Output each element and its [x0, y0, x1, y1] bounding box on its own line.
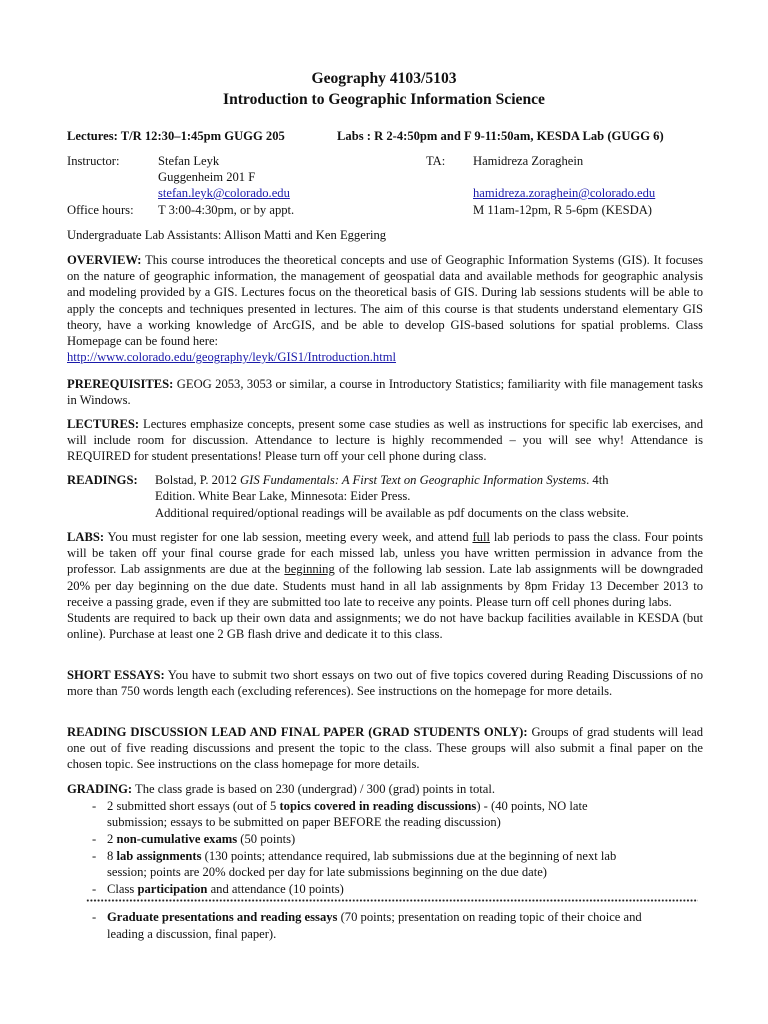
labs-underline-full: full	[472, 530, 490, 544]
bullet-dash: -	[92, 849, 97, 863]
labs-text-2: lab periods to pass the class. Four points will be taken off your final course grade for each missed lab, unless you have written permission in advance from the professor. Lab assignments are due at the	[67, 530, 703, 577]
lab-schedule: Labs : R 2-4:50pm and F 9-11:50am, KESDA Lab (GUGG 6)	[337, 129, 664, 143]
overview-heading: OVERVIEW:	[67, 253, 142, 267]
grading-item-text: (130 points; attendance required, lab submissions due at the beginning of next lab	[201, 849, 617, 863]
grading-item-text: 2 submitted short essays (out of 5	[107, 799, 280, 813]
grading-item-text: 8	[107, 849, 117, 863]
grading-item-bold: non-cumulative exams	[116, 832, 238, 846]
readings-edition: . 4th	[586, 473, 609, 487]
grading-item-text: leading a discussion, final paper).	[107, 927, 277, 941]
overview-section	[67, 252, 703, 365]
instructor-label: Instructor:	[67, 154, 120, 168]
labs-section	[67, 529, 703, 642]
readings-publisher: Edition. White Bear Lake, Minnesota: Eider Press.	[155, 489, 411, 503]
labs-underline-beginning: beginning	[284, 562, 335, 577]
office-hours: T 3:00-4:30pm, or by appt.	[158, 203, 295, 217]
grading-heading: GRADING:	[67, 782, 133, 796]
short-essays-text: You have to submit two short essays on two out of five topics covered during Reading Discussions of no more than 750 words length each (excluding references). See instructions on the homepage for more details.	[67, 668, 703, 699]
grading-item-text: ) - (40 points, NO late	[476, 799, 588, 813]
readings-author: Bolstad, P. 2012	[155, 473, 241, 487]
labs-text-1: You must register for one lab session, meeting every week, and attend	[104, 530, 473, 544]
short-essays-heading: SHORT ESSAYS:	[67, 668, 165, 682]
reading-discussion-text: Groups of grad students will lead one out of five reading discussions and present the topic to the class. These groups will also submit a final paper on the chosen topic. See instructions on the class homepage for more details.	[67, 725, 703, 772]
short-essays-section	[67, 667, 703, 699]
instructor-name: Stefan Leyk	[158, 154, 220, 168]
instructor-office: Guggenheim 201 F	[158, 170, 256, 184]
course-number: Geography 4103/5103	[311, 70, 457, 87]
ta-hours: M 11am-12pm, R 5-6pm (KESDA)	[473, 203, 652, 217]
grading-item-text: (70 points; presentation on reading topic of their choice and	[337, 910, 642, 924]
labs-heading: LABS:	[67, 530, 105, 544]
prerequisites-text: GEOG 2053, 3053 or similar, a course in Introductory Statistics; familiarity with file management tasks in Windows.	[67, 377, 703, 408]
ta-name: Hamidreza Zoraghein	[473, 154, 584, 168]
office-hours-label: Office hours:	[67, 203, 134, 217]
grading-item-text: and attendance (10 points)	[207, 882, 344, 896]
readings-line1	[155, 472, 609, 488]
lectures-heading: LECTURES:	[67, 417, 140, 431]
bullet-dash: -	[92, 799, 97, 813]
course-title: Introduction to Geographic Information Science	[223, 91, 545, 108]
grading-item-text: 2	[107, 832, 117, 846]
reading-discussion-section	[67, 724, 703, 773]
lectures-section	[67, 416, 703, 465]
grading-item-text: submission; essays to be submitted on paper BEFORE the reading discussion)	[107, 815, 501, 829]
grading-item-bold: lab assignments	[116, 849, 202, 863]
readings-additional: Additional required/optional readings will be available as pdf documents on the class website.	[155, 506, 629, 520]
reading-discussion-heading: READING DISCUSSION LEAD AND FINAL PAPER (GRAD STUDENTS ONLY):	[67, 725, 528, 739]
grading-intro	[67, 781, 495, 797]
labs-text-3: of the following lab session. Late lab assignments will be downgraded 20% per day beginning on the due date. Students must hand in all lab assignments by 8pm Friday 13 December 2013 to receive a passing grade, even if they are submitted too late to receive any points. Please turn off cell phones during labs.	[67, 562, 703, 609]
prerequisites-heading: PREREQUISITES:	[67, 377, 174, 391]
ta-email-link[interactable]: hamidreza.zoraghein@colorado.edu	[473, 186, 656, 200]
lectures-text: Lectures emphasize concepts, present some case studies as well as instructions for specific lab exercises, and will include room for discussion. Attendance to lecture is highly recommended – you will see why! Attendance is REQUIRED for student presentations! Please turn off your cell phone during class.	[67, 417, 703, 464]
grading-item-bold: topics covered in reading discussions	[279, 799, 477, 813]
lecture-schedule: Lectures: T/R 12:30–1:45pm GUGG 205	[67, 129, 285, 143]
bullet-dash: -	[92, 832, 97, 846]
ta-label: TA:	[426, 154, 446, 168]
lab-assistants: Undergraduate Lab Assistants: Allison Matti and Ken Eggering	[67, 228, 387, 242]
bullet-dash: -	[92, 910, 97, 924]
labs-backup-text: Students are required to back up their own data and assignments; we do not have backup facilities available in KESDA (but online). Purchase at least one 2 GB flash drive and dedicate it to this class.	[67, 611, 703, 642]
prerequisites-section	[67, 376, 703, 408]
dotted-divider	[86, 899, 698, 902]
readings-book-title: GIS Fundamentals: A First Text on Geographic Information Systems	[240, 473, 587, 487]
readings-heading: READINGS:	[67, 473, 138, 487]
class-homepage-link[interactable]: http://www.colorado.edu/geography/leyk/GIS1/Introduction.html	[67, 350, 397, 365]
grading-item-bold: participation	[137, 882, 208, 896]
grading-item-bold: Graduate presentations and reading essays	[107, 910, 338, 924]
instructor-email-link[interactable]: stefan.leyk@colorado.edu	[158, 186, 290, 200]
overview-text: This course introduces the theoretical concepts and use of Geographic Information Systems (GIS). It focuses on the nature of geographic information, the management of geospatial data and available methods for geographic analysis and modeling provided by a GIS. Lectures focus on the theoretical basis of GIS. During lab sessions students will be able to apply the concepts and techniques presented in lectures. The aim of this course is that students understand elementary GIS theory, have a working knowledge of ArcGIS, and be able to develop GIS-based solutions for spatial problems. Class Homepage can be found here:	[67, 253, 703, 349]
bullet-dash: -	[92, 882, 97, 896]
grading-item-text: session; points are 20% docked per day for late submissions beginning on the due date)	[107, 865, 547, 879]
grading-item-text: Class	[107, 882, 138, 896]
grading-item-text: (50 points)	[237, 832, 296, 846]
grading-text: The class grade is based on 230 (undergrad) / 300 (grad) points in total.	[132, 782, 495, 796]
